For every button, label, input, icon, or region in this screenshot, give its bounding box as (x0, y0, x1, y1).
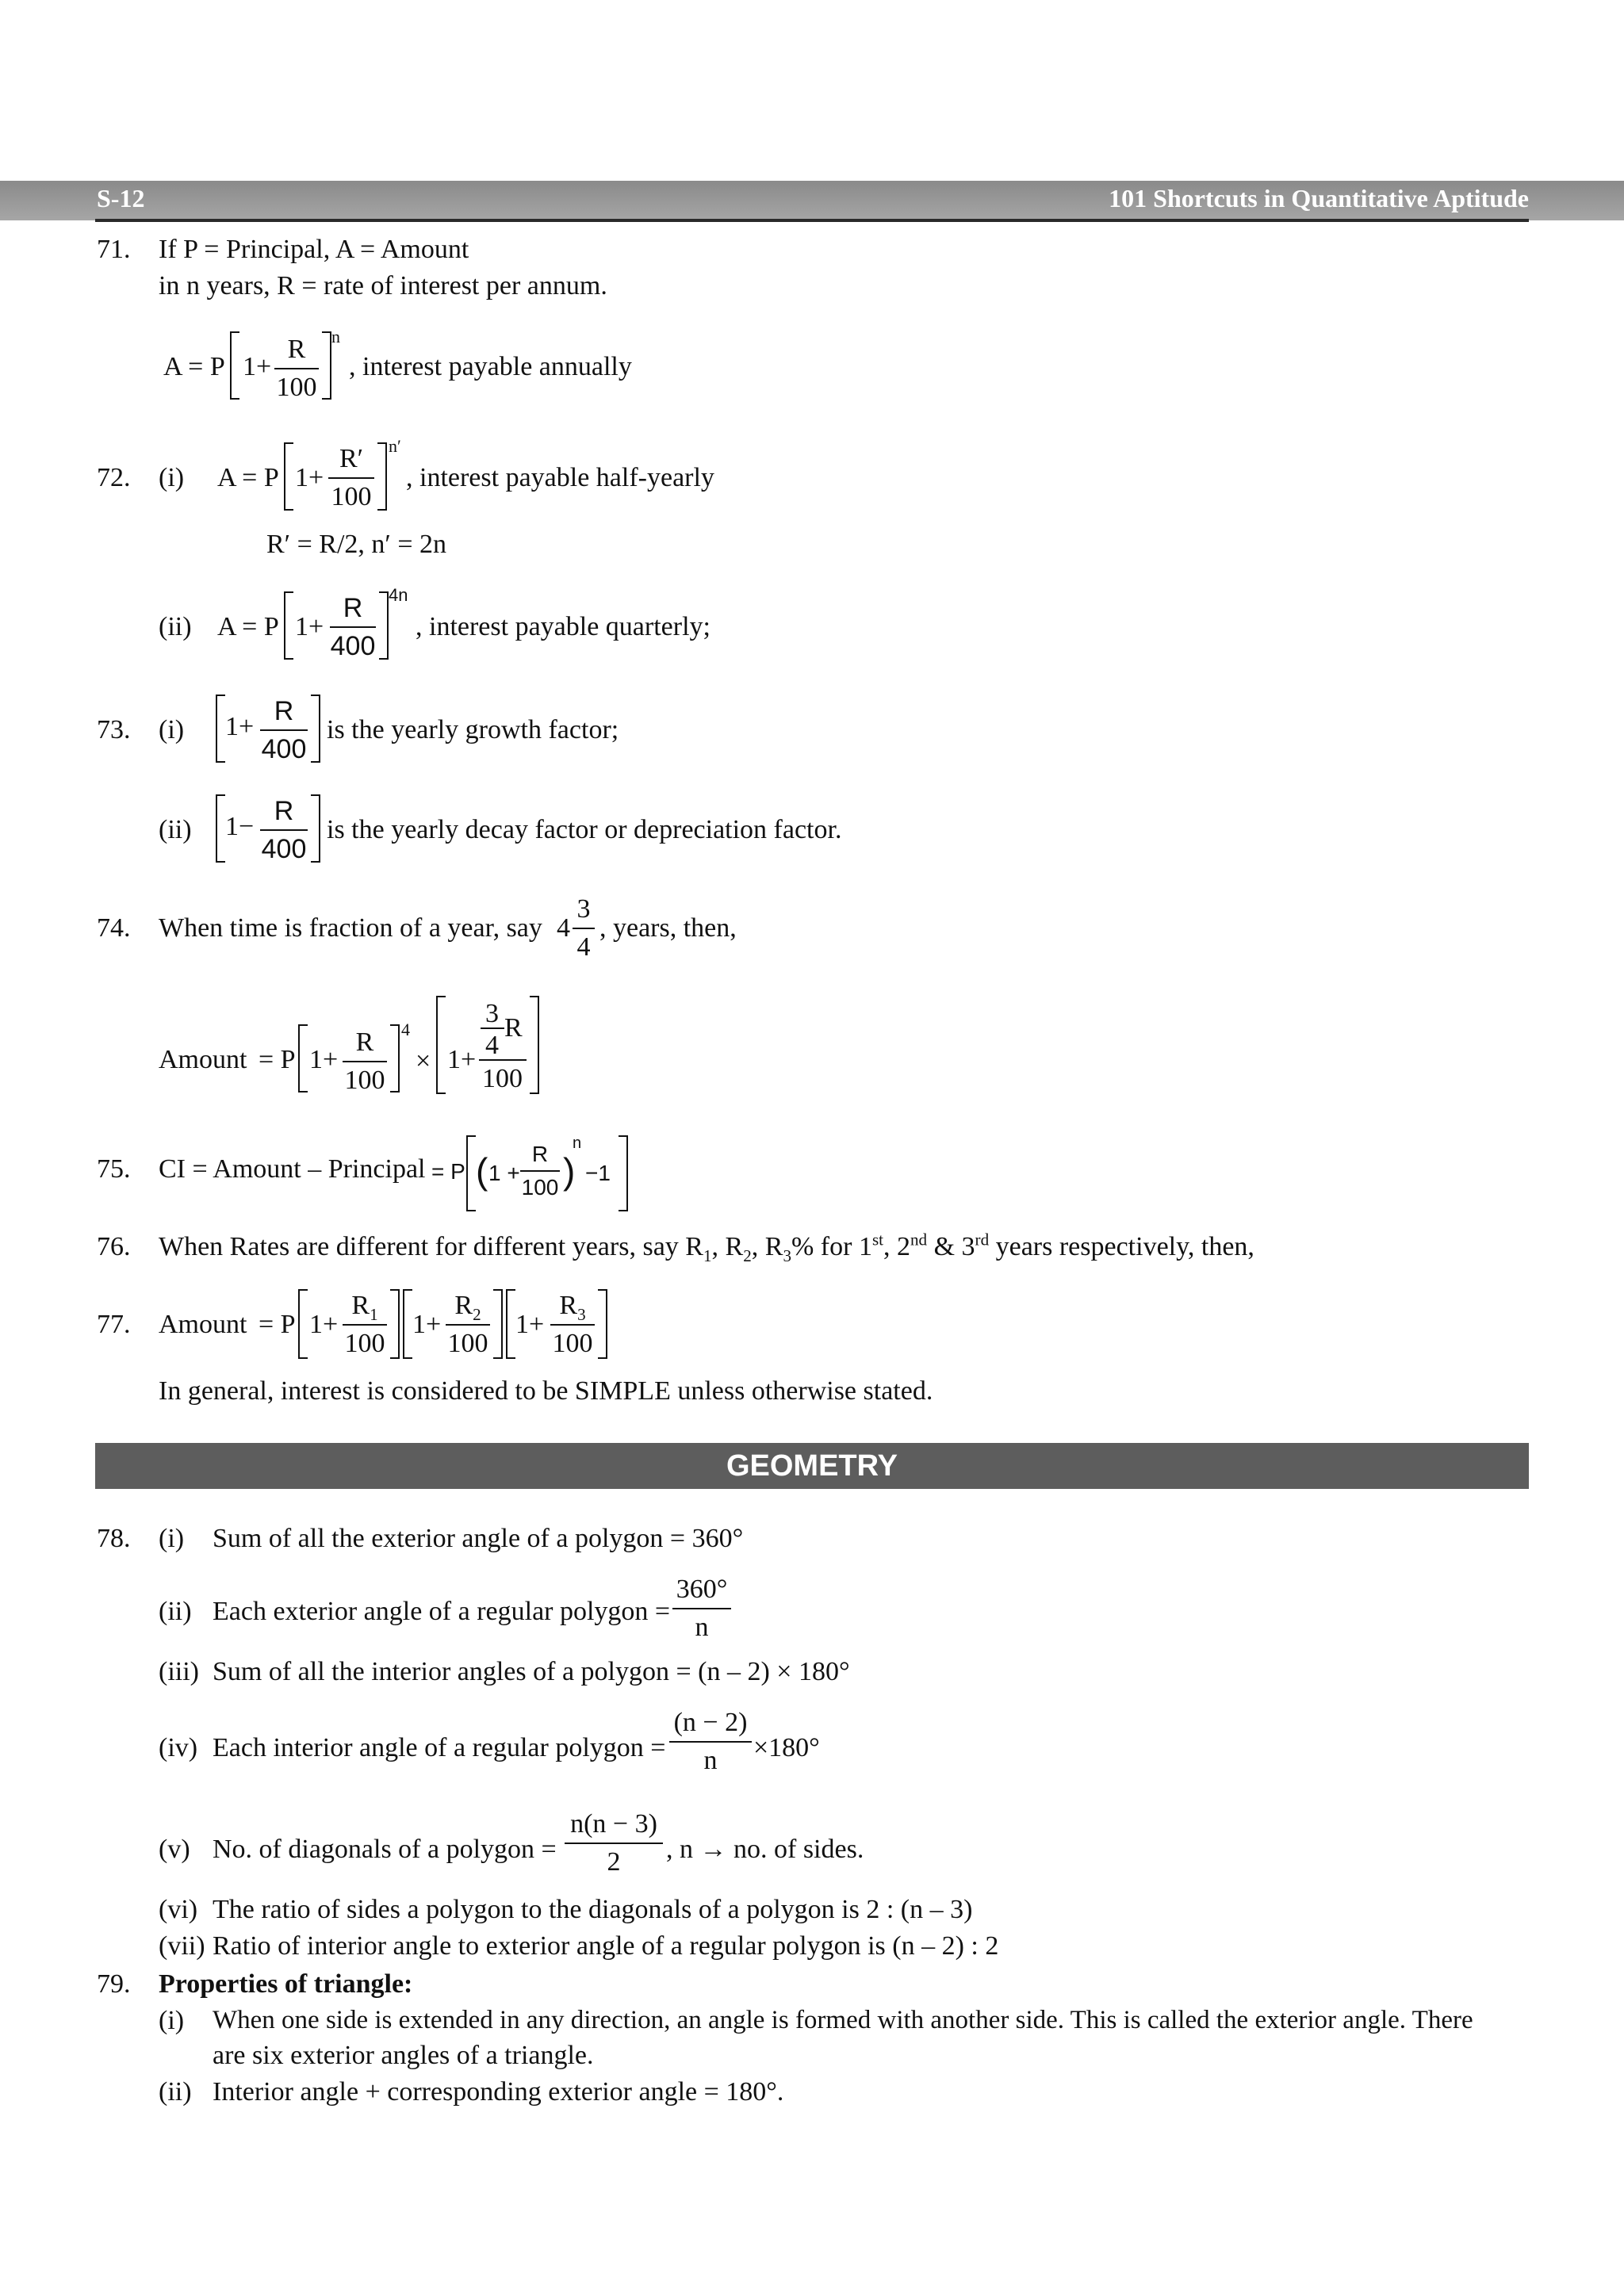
formula-term: 1+ (243, 352, 272, 381)
item-number: 74. (97, 913, 131, 943)
bracket-left (506, 1289, 515, 1359)
fraction: $\frac{(n - 2)}{n}$ (669, 1709, 752, 1774)
bracket-right (390, 1024, 400, 1093)
item-text: Sum of all the interior angles of a polygon = (n – 2) × 180° (213, 1657, 850, 1686)
exponent: 4n (389, 585, 408, 605)
part-label: (vi) (159, 1895, 198, 1924)
item-number: 71. (97, 235, 131, 264)
item-number: 77. (97, 1310, 131, 1339)
formula-term: 1+ (309, 1310, 339, 1339)
fraction: $\frac{R}{100}$ (521, 1142, 559, 1200)
item-text: in n years, R = rate of interest per annum. (159, 271, 607, 300)
bracket-right (311, 695, 320, 763)
formula-eq: = P (259, 1310, 296, 1339)
inner-fraction-bar (481, 1027, 504, 1029)
bracket-right (619, 1135, 628, 1211)
fraction-bar (479, 1059, 527, 1061)
part-label: (i) (159, 715, 185, 744)
paren-left: ( (476, 1150, 488, 1192)
part-label: (ii) (159, 612, 192, 641)
bracket-left (436, 996, 446, 1094)
formula-term: 1+ (225, 712, 255, 741)
formula-term: 1+ (309, 1045, 339, 1074)
fraction: $\frac{R'}{100}$ (328, 446, 374, 511)
item-text: Interior angle + corresponding exterior angle = 180°. (213, 2077, 784, 2107)
part-label: (ii) (159, 2077, 192, 2107)
item-text: CI = Amount – Principal (159, 1154, 426, 1184)
bracket-right (493, 1289, 503, 1359)
formula-note: is the yearly decay factor or depreciation factor. (327, 815, 842, 844)
fraction: $\frac{R_3}{100}$ (550, 1292, 595, 1357)
formula-eq: = P (431, 1159, 465, 1184)
bracket-left (466, 1135, 476, 1211)
inner-rate: R (504, 1013, 523, 1043)
part-label: (i) (159, 1524, 185, 1553)
fraction: $\frac{R}{400}$ (330, 593, 376, 661)
part-label: (vii) (159, 1931, 205, 1961)
bracket-left (230, 331, 239, 400)
book-title: 101 Shortcuts in Quantitative Aptitude (1109, 184, 1529, 212)
item-text: When time is fraction of a year, say (159, 913, 542, 943)
formula-lhs: Amount (159, 1045, 247, 1074)
bracket-right (379, 591, 389, 660)
formula-term: 1+ (295, 463, 324, 492)
formula-term: 1+ (295, 612, 324, 641)
bracket-right (598, 1289, 607, 1359)
item-text: , n → no. of sides. (666, 1835, 864, 1864)
item-number: 79. (97, 1969, 131, 1999)
fraction: $\frac{360^\circ}{n}$ (672, 1576, 731, 1641)
item-text: Each exterior angle of a regular polygon = (213, 1597, 671, 1626)
part-label: (i) (159, 463, 185, 492)
formula-note: , interest payable quarterly; (416, 612, 710, 641)
item-number: 75. (97, 1154, 131, 1184)
fraction-denominator: 100 (482, 1064, 523, 1093)
item-heading: Properties of triangle: (159, 1969, 413, 1999)
item-text: Ratio of interior angle to exterior angle of a regular polygon is (n – 2) : 2 (213, 1931, 999, 1961)
paren-right: ) (563, 1150, 576, 1192)
bracket-right (311, 794, 320, 863)
item-number: 72. (97, 463, 131, 492)
substitution: R′ = R/2, n′ = 2n (266, 530, 447, 559)
bracket-right (322, 331, 331, 400)
item-text: If P = Principal, A = Amount (159, 235, 469, 264)
formula-note: is the yearly growth factor; (327, 715, 619, 744)
header-rule (95, 219, 1529, 222)
bracket-left (298, 1024, 308, 1093)
exponent: n (573, 1135, 582, 1152)
part-label: (ii) (159, 815, 192, 844)
item-text: The ratio of sides a polygon to the diagonals of a polygon is 2 : (n – 3) (213, 1895, 973, 1924)
formula-note: , interest payable half-yearly (406, 463, 714, 492)
formula-eq: = P (259, 1045, 296, 1074)
bracket-left (216, 794, 225, 863)
fraction: $\frac{R}{100}$ (343, 1029, 387, 1094)
fraction: $\frac{R}{400}$ (261, 796, 307, 864)
fraction: $\frac{3}{4}$ (573, 896, 595, 961)
formula-lhs: A = P (217, 612, 279, 641)
part-label: (v) (159, 1835, 190, 1864)
fraction: $\frac{R_2}{100}$ (446, 1292, 490, 1357)
part-label: (iii) (159, 1657, 199, 1686)
fraction: $\frac{R}{400}$ (261, 696, 307, 764)
item-number: 78. (97, 1524, 131, 1553)
item-text: , years, then, (599, 913, 737, 943)
bracket-left (284, 591, 293, 660)
formula-term: −1 (585, 1161, 611, 1185)
times-sign: × (416, 1047, 431, 1076)
inner-denominator: 4 (485, 1031, 499, 1060)
part-label: (i) (159, 2006, 185, 2035)
item-text: No. of diagonals of a polygon = (213, 1835, 557, 1864)
bracket-left (284, 442, 293, 511)
exponent: n′ (389, 436, 401, 456)
bracket-left (216, 695, 225, 763)
item-text: are six exterior angles of a triangle. (213, 2041, 594, 2070)
formula-term: 1 + (488, 1161, 520, 1185)
bracket-right (390, 1289, 400, 1359)
item-text: Sum of all the exterior angle of a polygon = 360° (213, 1524, 744, 1553)
part-label: (iv) (159, 1733, 198, 1762)
item-text: ×180° (753, 1733, 820, 1762)
section-title: GEOMETRY (726, 1449, 898, 1483)
page-label: S-12 (97, 184, 145, 212)
exponent: 4 (401, 1020, 410, 1039)
fraction: $\frac{R}{100}$ (274, 336, 319, 401)
formula-term: 1− (225, 812, 255, 841)
item-text: Each interior angle of a regular polygon = (213, 1733, 666, 1762)
formula-lhs: Amount (159, 1310, 247, 1339)
bracket-right (377, 442, 387, 511)
item-text: When one side is extended in any direction, an angle is formed with another side. This is called the exterior angle. There (213, 2006, 1473, 2034)
item-number: 73. (97, 715, 131, 744)
fraction: $\frac{R_1}{100}$ (343, 1292, 387, 1357)
formula-note: , interest payable annually (349, 352, 632, 381)
general-note: In general, interest is considered to be SIMPLE unless otherwise stated. (159, 1376, 933, 1406)
formula-term: 1+ (447, 1045, 477, 1074)
bracket-left (403, 1289, 412, 1359)
exponent: n (331, 327, 340, 346)
item-number: 76. (97, 1232, 131, 1261)
item-text: When Rates are different for different years, say $R_1$, $R_2$, $R_3\%$ for 1st, 2nd & 3rd years respectively, then, (159, 1230, 1254, 1265)
formula-lhs: A = P (163, 352, 225, 381)
bracket-left (298, 1289, 308, 1359)
formula-term: 1+ (412, 1310, 442, 1339)
part-label: (ii) (159, 1597, 192, 1626)
fraction: $\frac{n(n - 3)}{2}$ (565, 1811, 663, 1876)
mixed-whole: 4 (557, 913, 570, 943)
bracket-right (530, 996, 539, 1094)
formula-lhs: A = P (217, 463, 279, 492)
formula-term: 1+ (515, 1310, 545, 1339)
inner-numerator: 3 (485, 999, 499, 1028)
